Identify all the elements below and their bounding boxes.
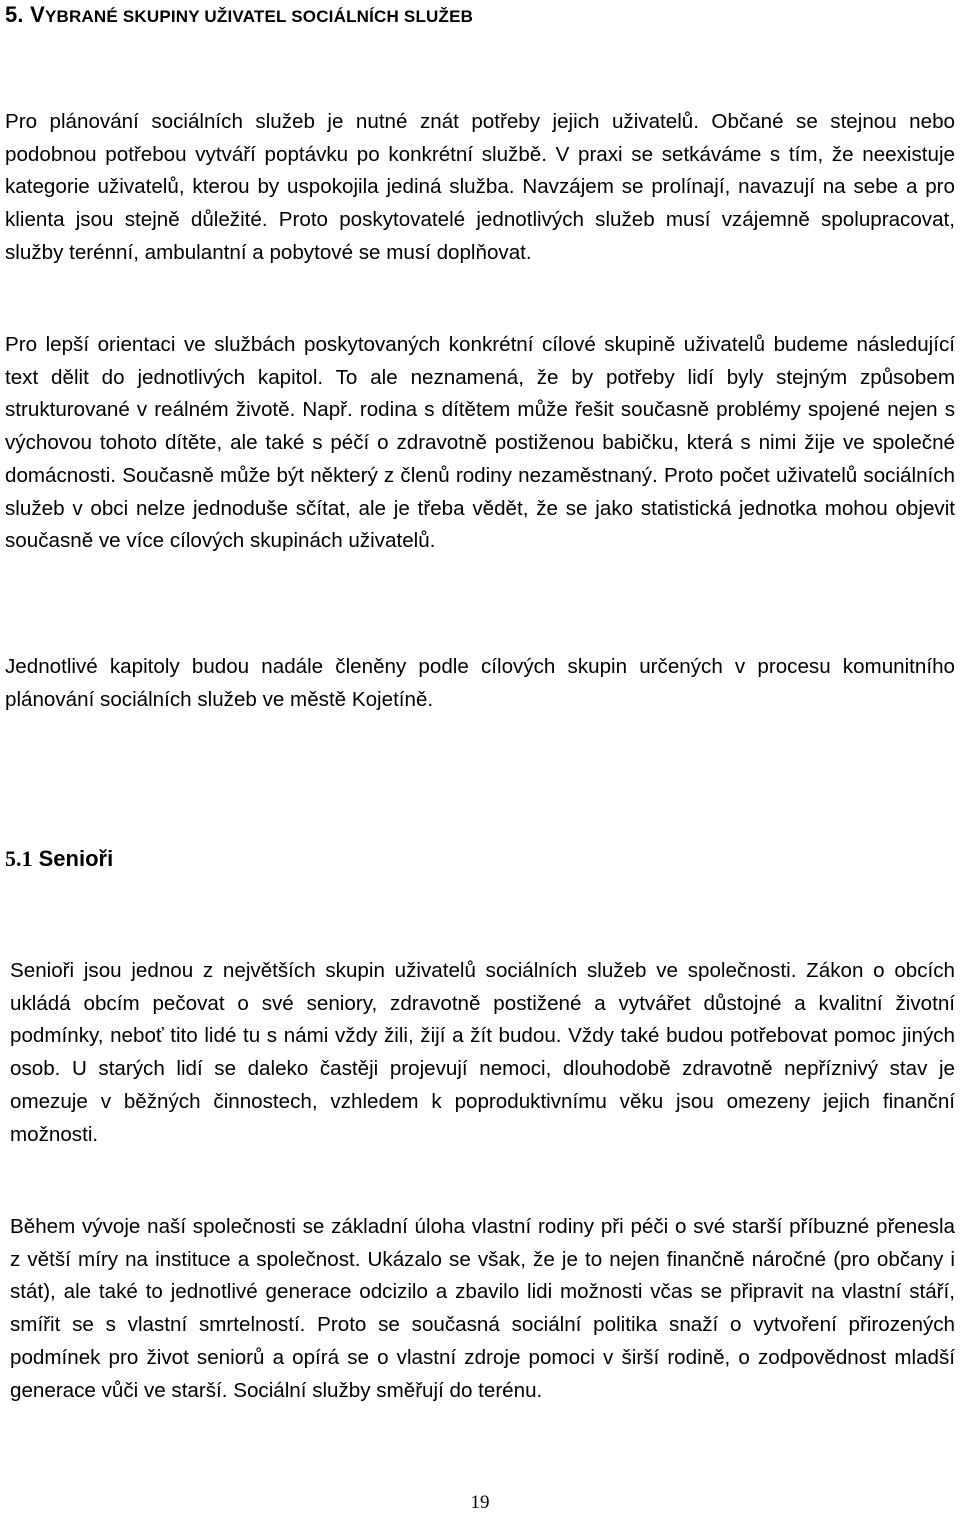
intro-paragraph-2: Pro lepší orientaci ve službách poskytovaných konkrétní cílové skupině uživatelů budeme následující text dělit do jednotlivých kapitol. To ale neznamená, že by potřeby lidí byly stejným způsobem strukturované v reálném životě. Např. rodina s dítětem může řešit současně problémy spojené nejen s výchovou tohoto dítěte, ale také s péčí o zdravotně postiženou babičku, která s nimi žije ve společné domácnosti. Současně může být některý z členů rodiny nezaměstnaný. Proto počet uživatelů sociálních služeb v obci nelze jednoduše sčítat, ale je třeba vědět, že se jako statistická jednotka mohou objevit současně ve více cílových skupinách uživatelů. (5, 333, 955, 553)
seniors-paragraph-1: Senioři jsou jednou z největších skupin uživatelů sociálních služeb ve společnosti. Zákon o obcích ukládá obcím pečovat o své seniory, zdravotně postižené a vytvářet důstojné a kvalitní životní podmínky, neboť tito lidé tu s námi vždy žili, žijí a žít budou. Vždy také budou potřebovat pomoc jiných osob. U starých lidí se daleko častěji projevují nemoci, dlouhodobě zdravotně nepříznivý stav je omezuje v běžných činnostech, vzhledem k poproduktivnímu věku jsou omezeny jejich finanční možnosti. (10, 959, 955, 1146)
intro-paragraph-1: Pro plánování sociálních služeb je nutné znát potřeby jejich uživatelů. Občané se stejnou nebo podobnou potřebou vytváří poptávku po konkrétní službě. V praxi se setkáváme s tím, že neexistuje kategorie uživatelů, kterou by uspokojila jediná služba. Navzájem se prolínají, navazují na sebe a pro klienta jsou stejně důležité. Proto poskytovatelé jednotlivých služeb musí vzájemně spolupracovat, služby terénní, ambulantní a pobytové se musí doplňovat. (5, 110, 955, 264)
intro-paragraph-3: Jednotlivé kapitoly budou nadále členěny podle cílových skupin určených v procesu komunitního plánování sociálních služeb ve městě Kojetíně. (5, 655, 955, 711)
chapter-number: 5. (5, 2, 24, 27)
section-title: Senioři (38, 846, 114, 871)
section-heading (5, 846, 113, 872)
section-number: 5.1 (5, 846, 33, 871)
chapter-heading (5, 2, 473, 28)
page-number: 19 (470, 1492, 490, 1513)
chapter-title-rest: YBRANÉ SKUPINY UŽIVATEL SOCIÁLNÍCH SLUŽEB (44, 7, 474, 26)
chapter-title-initial: V (30, 2, 45, 27)
seniors-paragraph-2: Během vývoje naší společnosti se základní úloha vlastní rodiny při péči o své starší příbuzné přenesla z větší míry na instituce a společnost. Ukázalo se však, že je to nejen finančně náročné (pro občany i stát), ale také to jednotlivé generace odcizilo a zbavilo lidi možnosti včas se připravit na vlastní stáří, smířit se s vlastní smrtelností. Proto se současná sociální politika snaží o vytvoření přirozených podmínek pro život seniorů a opírá se o vlastní zdroje pomoci v širší rodině, o zodpovědnost mladší generace vůči ve starší. Sociální služby směřují do terénu. (10, 1215, 955, 1402)
